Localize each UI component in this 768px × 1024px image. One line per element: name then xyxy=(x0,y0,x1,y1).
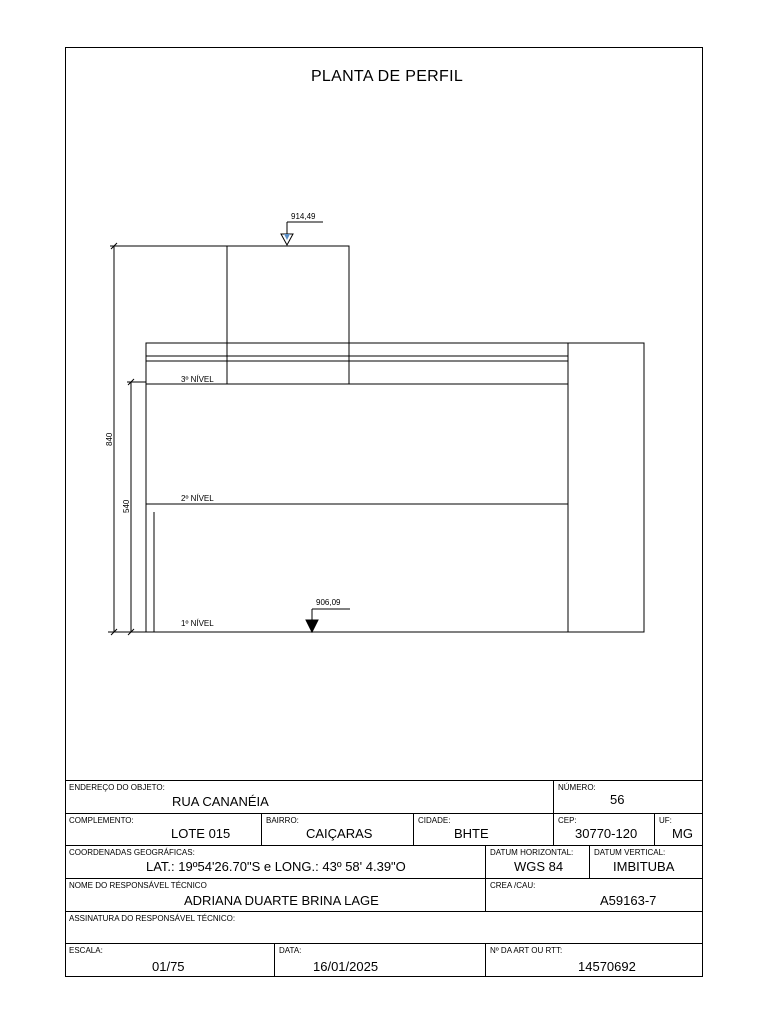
crea-label: CREA /CAU: xyxy=(490,881,536,890)
elevation-bottom-marker-icon xyxy=(306,620,318,632)
title-block-row-responsible xyxy=(65,878,703,911)
level3-label: 3º NÍVEL xyxy=(181,375,214,384)
neighborhood-cell xyxy=(262,814,414,845)
responsible-cell xyxy=(65,879,486,911)
date-value: 16/01/2025 xyxy=(313,959,379,974)
address-label: ENDEREÇO DO OBJETO: xyxy=(69,783,165,792)
signature-label: ASSINATURA DO RESPONSÁVEL TÉCNICO: xyxy=(69,914,236,923)
number-cell xyxy=(554,781,703,813)
state-value: MG xyxy=(672,826,693,841)
responsible-value: ADRIANA DUARTE BRINA LAGE xyxy=(184,893,379,908)
state-label: UF: xyxy=(659,816,672,825)
datum-vertical-value: IMBITUBA xyxy=(613,859,675,874)
city-cell xyxy=(414,814,554,845)
datum-vertical-label: DATUM VERTICAL: xyxy=(594,848,666,857)
page-title: PLANTA DE PERFIL xyxy=(310,68,464,85)
city-label: CIDADE: xyxy=(418,816,451,825)
datum-vertical-cell xyxy=(590,846,703,878)
number-label: NÚMERO: xyxy=(558,783,596,792)
state-cell xyxy=(655,814,703,845)
zip-cell xyxy=(554,814,655,845)
responsible-label: NOME DO RESPONSÁVEL TÉCNICO xyxy=(69,881,207,890)
coordinates-label: COORDENADAS GEOGRÁFICAS: xyxy=(69,848,195,857)
address-value: RUA CANANÉIA xyxy=(172,794,269,809)
neighborhood-value: CAIÇARAS xyxy=(306,826,373,841)
art-cell xyxy=(486,944,703,977)
datum-horizontal-cell xyxy=(486,846,590,878)
scale-label: ESCALA: xyxy=(69,946,103,955)
building-outline xyxy=(146,343,644,632)
coordinates-value: LAT.: 19º54'26.70"S e LONG.: 43º 58' 4.39"O xyxy=(146,859,406,874)
title-block-bottom-border xyxy=(65,976,703,977)
art-value: 14570692 xyxy=(578,959,636,974)
title-block-row-lot xyxy=(65,813,703,845)
number-value: 56 xyxy=(610,792,625,807)
dimension-partial-label: 540 xyxy=(122,499,131,513)
datum-horizontal-value: WGS 84 xyxy=(514,859,564,874)
complement-cell xyxy=(65,814,262,845)
datum-horizontal-label: DATUM HORIZONTAL: xyxy=(490,848,574,857)
signature-cell xyxy=(65,912,703,943)
elevation-bottom-label: 906,09 xyxy=(316,598,341,607)
date-cell xyxy=(275,944,486,977)
upper-structure xyxy=(227,246,349,384)
title-block-row-scale xyxy=(65,943,703,977)
address-cell xyxy=(65,781,554,813)
art-label: Nº DA ART OU RTT: xyxy=(490,946,563,955)
dimension-total-label: 840 xyxy=(105,432,114,446)
title-block-row-coordinates xyxy=(65,845,703,878)
coordinates-cell xyxy=(65,846,486,878)
zip-label: CEP: xyxy=(558,816,577,825)
complement-label: COMPLEMENTO: xyxy=(69,816,134,825)
zip-value: 30770-120 xyxy=(575,826,638,841)
neighborhood-label: BAIRRO: xyxy=(266,816,299,825)
complement-value: LOTE 015 xyxy=(171,826,231,841)
level2-label: 2º NÍVEL xyxy=(181,494,214,503)
elevation-top-label: 914,49 xyxy=(291,212,316,221)
scale-cell xyxy=(65,944,275,977)
crea-value: A59163-7 xyxy=(600,893,657,908)
level1-label: 1º NÍVEL xyxy=(181,619,214,628)
scale-value: 01/75 xyxy=(152,959,185,974)
title-block-row-signature xyxy=(65,911,703,943)
city-value: BHTE xyxy=(454,826,489,841)
date-label: DATA: xyxy=(279,946,302,955)
title-block-row-address xyxy=(65,780,703,813)
crea-cell xyxy=(486,879,703,911)
